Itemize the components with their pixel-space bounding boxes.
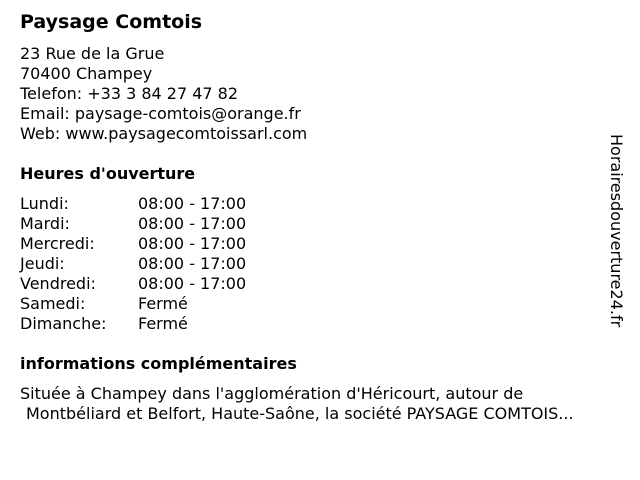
website-line: Web: www.paysagecomtoissarl.com	[20, 124, 308, 143]
day-label: Mardi:	[20, 214, 70, 233]
brand-watermark: Horairesdouverture24.fr	[607, 134, 626, 328]
address-city: 70400 Champey	[20, 64, 153, 83]
hours-row-thursday	[20, 254, 246, 274]
additional-info-heading: informations complémentaires	[20, 354, 297, 373]
day-label: Mercredi:	[20, 234, 95, 253]
hours-row-monday	[20, 194, 246, 214]
hours-row-friday	[20, 274, 246, 294]
business-title: Paysage Comtois	[20, 11, 203, 33]
hours-value: 08:00 - 17:00	[138, 214, 247, 233]
day-label: Samedi:	[20, 294, 86, 313]
email-line: Email: paysage-comtois@orange.fr	[20, 104, 301, 123]
additional-info-text	[20, 384, 632, 424]
day-label: Vendredi:	[20, 274, 96, 293]
hours-value: 08:00 - 17:00	[138, 254, 247, 273]
day-label: Dimanche:	[20, 314, 107, 333]
address-street: 23 Rue de la Grue	[20, 44, 165, 63]
info-line-1: Située à Champey dans l'agglomération d'Héricourt, autour de	[20, 384, 524, 403]
hours-value: Fermé	[138, 294, 188, 313]
hours-value: Fermé	[138, 314, 188, 333]
hours-value: 08:00 - 17:00	[138, 194, 247, 213]
info-line-2: Montbéliard et Belfort, Haute-Saône, la société PAYSAGE COMTOIS...	[26, 404, 574, 423]
hours-value: 08:00 - 17:00	[138, 274, 247, 293]
hours-row-tuesday	[20, 214, 246, 234]
hours-row-saturday	[20, 294, 246, 314]
hours-row-sunday	[20, 314, 246, 334]
opening-hours-table	[20, 194, 246, 334]
day-label: Lundi:	[20, 194, 69, 213]
hours-value: 08:00 - 17:00	[138, 234, 247, 253]
hours-row-wednesday	[20, 234, 246, 254]
opening-hours-heading: Heures d'ouverture	[20, 164, 196, 183]
day-label: Jeudi:	[20, 254, 65, 273]
phone-line: Telefon: +33 3 84 27 47 82	[20, 84, 239, 103]
contact-block	[20, 44, 307, 144]
